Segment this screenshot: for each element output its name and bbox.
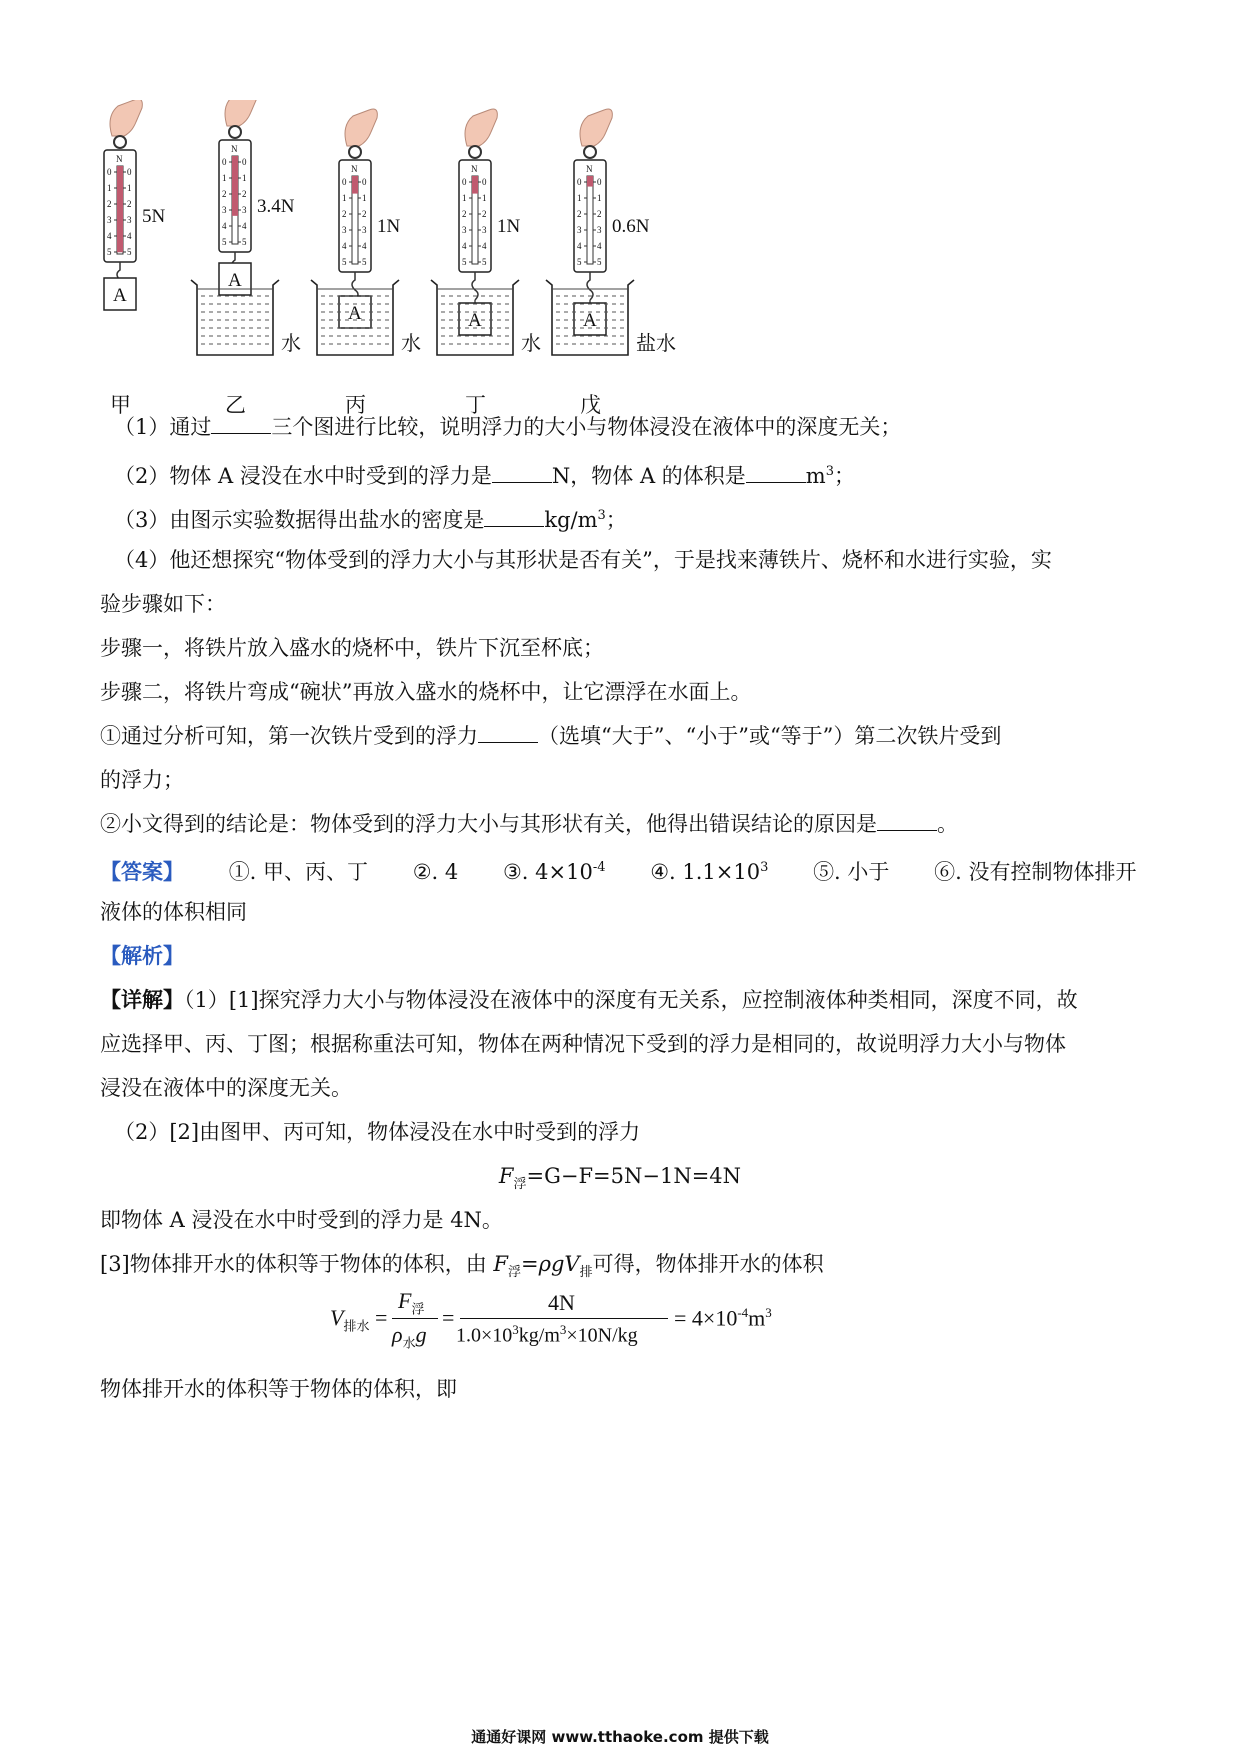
scale-number-left: 0 [342, 177, 347, 187]
scale-number-left: 5 [107, 247, 112, 257]
scale-number-right: 2 [362, 209, 367, 219]
scale-number-right: 0 [482, 177, 487, 187]
scale-number-right: 0 [362, 177, 367, 187]
scale-number-left: 5 [342, 257, 347, 267]
scale-reading: 1N [377, 216, 401, 237]
experiment-figure [100, 100, 740, 445]
hand-icon [345, 109, 377, 146]
scale-number-left: 3 [462, 225, 467, 235]
scale-number-right: 0 [597, 177, 602, 187]
setup-caption: 戊 [580, 393, 601, 417]
ring-icon [469, 146, 481, 158]
scale-number-right: 5 [597, 257, 602, 267]
scale-number-right: 4 [242, 221, 247, 231]
hand-icon [110, 100, 142, 136]
scale-number-right: 1 [127, 183, 132, 193]
object-a-label: A [348, 303, 362, 324]
sub-question-1: ①通过分析可知，第一次铁片受到的浮力 （选填“大于”、“小于”或“等于”）第二次铁片受到 [100, 724, 1002, 748]
scale-number-right: 3 [597, 225, 602, 235]
scale-number-right: 2 [242, 189, 247, 199]
blank [478, 724, 538, 743]
scale-number-right: 1 [597, 193, 602, 203]
liquid-label: 水 [521, 333, 541, 355]
scale-number-left: 3 [342, 225, 347, 235]
scale-number-right: 1 [482, 193, 487, 203]
scale-reading: 0.6N [612, 216, 650, 237]
question-4-line1: （4）他还想探究“物体受到的浮力大小与其形状是否有关”，于是找来薄铁片、烧杯和水进行实验，实 [114, 548, 1052, 572]
scale-number-right: 5 [242, 237, 247, 247]
detail-line1: 【详解】（1）[1]探究浮力大小与物体浸没在液体中的深度有无关系，应控制液体种类相同，深度不同，故 [100, 987, 1078, 1012]
answer-line2: 液体的体积相同 [100, 900, 247, 924]
scale-unit-label: N [116, 154, 123, 164]
scale-unit-label: N [586, 164, 593, 174]
answer-label: 【答案】 [100, 859, 184, 884]
step-2: 步骤二，将铁片弯成“碗状”再放入盛水的烧杯中，让它漂浮在水面上。 [100, 680, 752, 704]
scale-number-right: 5 [482, 257, 487, 267]
scale-unit-label: N [231, 144, 238, 154]
scale-number-left: 0 [107, 167, 112, 177]
scale-number-left: 3 [222, 205, 227, 215]
scale-number-left: 4 [462, 241, 467, 251]
setup-caption: 丁 [465, 393, 486, 417]
scale-number-right: 4 [597, 241, 602, 251]
scale-number-left: 2 [107, 199, 112, 209]
analysis-label: 【解析】 [100, 943, 184, 968]
liquid-label: 水 [401, 333, 421, 355]
scale-number-left: 0 [222, 157, 227, 167]
blank [492, 464, 552, 483]
scale-number-left: 5 [577, 257, 582, 267]
object-a-label: A [583, 310, 597, 331]
object-a-label: A [468, 310, 482, 331]
liquid-label: 水 [281, 333, 301, 355]
scale-number-left: 1 [107, 183, 112, 193]
scale-number-left: 4 [577, 241, 582, 251]
scale-number-left: 2 [577, 209, 582, 219]
scale-reading: 3.4N [257, 196, 295, 217]
scale-number-right: 3 [127, 215, 132, 225]
ring-icon [114, 136, 126, 148]
detail-line5: 即物体 A 浸没在水中时受到的浮力是 4N。 [100, 1208, 503, 1232]
setup-caption: 丙 [345, 393, 366, 417]
scale-number-left: 1 [462, 193, 467, 203]
scale-number-right: 5 [362, 257, 367, 267]
detail-line7: 物体排开水的体积等于物体的体积，即 [100, 1377, 457, 1401]
object-a-label: A [228, 270, 242, 291]
scale-number-right: 2 [597, 209, 602, 219]
scale-number-right: 4 [482, 241, 487, 251]
scale-number-right: 1 [362, 193, 367, 203]
scale-number-right: 3 [362, 225, 367, 235]
scale-number-left: 0 [462, 177, 467, 187]
object-a-label: A [113, 285, 127, 306]
blank [877, 812, 937, 831]
sub-question-1-line2: 的浮力； [100, 768, 184, 792]
scale-number-left: 2 [342, 209, 347, 219]
liquid-label: 盐水 [636, 333, 676, 355]
hand-icon [580, 109, 612, 146]
detail-line6: [3]物体排开水的体积等于物体的体积，由 $F_浮=\rho gV_排$可得，物体排开水的体积 [100, 1252, 824, 1281]
scale-number-right: 2 [482, 209, 487, 219]
footer: 通通好课网 www.tthaoke.com 提供下载 [471, 1728, 769, 1746]
scale-number-left: 3 [577, 225, 582, 235]
scale-number-left: 4 [342, 241, 347, 251]
scale-indicator [117, 166, 123, 252]
scale-unit-label: N [351, 164, 358, 174]
scale-number-right: 3 [482, 225, 487, 235]
scale-indicator [352, 176, 358, 194]
scale-indicator [232, 156, 238, 216]
blank [211, 415, 271, 434]
scale-number-left: 1 [222, 173, 227, 183]
hand-icon [465, 109, 497, 146]
scale-number-right: 3 [242, 205, 247, 215]
question-4-line2: 验步骤如下： [100, 592, 226, 616]
equation-buoyancy: $F_浮=G-F=5N-1N=4N$ [498, 1164, 742, 1193]
question-2: （2）物体 A 浸没在水中时受到的浮力是 N，物体 A 的体积是 $m^3$； [114, 464, 855, 488]
scale-number-right: 5 [127, 247, 132, 257]
ring-icon [229, 126, 241, 138]
scale-number-left: 1 [577, 193, 582, 203]
scale-number-right: 0 [242, 157, 247, 167]
answer-line: 【答案】 ①. 甲、丙、丁 ②. 4 ③. $4\times 10^{-4}$ ④. $1.1\times 10^3$ ⑤. 小于 ⑥. 没有控制物体排开 [100, 859, 1137, 884]
scale-number-right: 4 [362, 241, 367, 251]
scale-number-left: 4 [222, 221, 227, 231]
scale-reading: 5N [142, 206, 166, 227]
scale-number-left: 2 [222, 189, 227, 199]
scale-number-right: 1 [242, 173, 247, 183]
detail-line2: 应选择甲、丙、丁图；根据称重法可知，物体在两种情况下受到的浮力是相同的，故说明浮力大小与物体 [100, 1032, 1066, 1056]
scale-number-right: 2 [127, 199, 132, 209]
scale-number-left: 5 [222, 237, 227, 247]
detail-line4: （2）[2]由图甲、丙可知，物体浸没在水中时受到的浮力 [114, 1120, 641, 1144]
hand-icon [225, 100, 257, 126]
blank [484, 508, 544, 527]
sub-question-2: ②小文得到的结论是：物体受到的浮力大小与其形状有关，他得出错误结论的原因是 。 [100, 812, 958, 836]
setup-caption: 甲 [110, 393, 131, 417]
ring-icon [349, 146, 361, 158]
scale-unit-label: N [471, 164, 478, 174]
scale-indicator [587, 176, 593, 187]
scale-number-right: 4 [127, 231, 132, 241]
scale-number-left: 5 [462, 257, 467, 267]
scale-number-left: 3 [107, 215, 112, 225]
scale-indicator [472, 176, 478, 194]
question-1: （1）通过 三个图进行比较，说明浮力的大小与物体浸没在液体中的深度无关； [114, 415, 902, 439]
detail-line3: 浸没在液体中的深度无关。 [100, 1076, 352, 1100]
question-3: （3）由图示实验数据得出盐水的密度是 $kg/m^3$； [114, 508, 627, 532]
setup-caption: 乙 [225, 393, 246, 417]
scale-number-left: 0 [577, 177, 582, 187]
scale-number-left: 2 [462, 209, 467, 219]
scale-number-right: 0 [127, 167, 132, 177]
scale-number-left: 4 [107, 231, 112, 241]
blank [746, 464, 806, 483]
scale-reading: 1N [497, 216, 521, 237]
ring-icon [584, 146, 596, 158]
scale-number-left: 1 [342, 193, 347, 203]
step-1: 步骤一，将铁片放入盛水的烧杯中，铁片下沉至杯底； [100, 636, 604, 660]
